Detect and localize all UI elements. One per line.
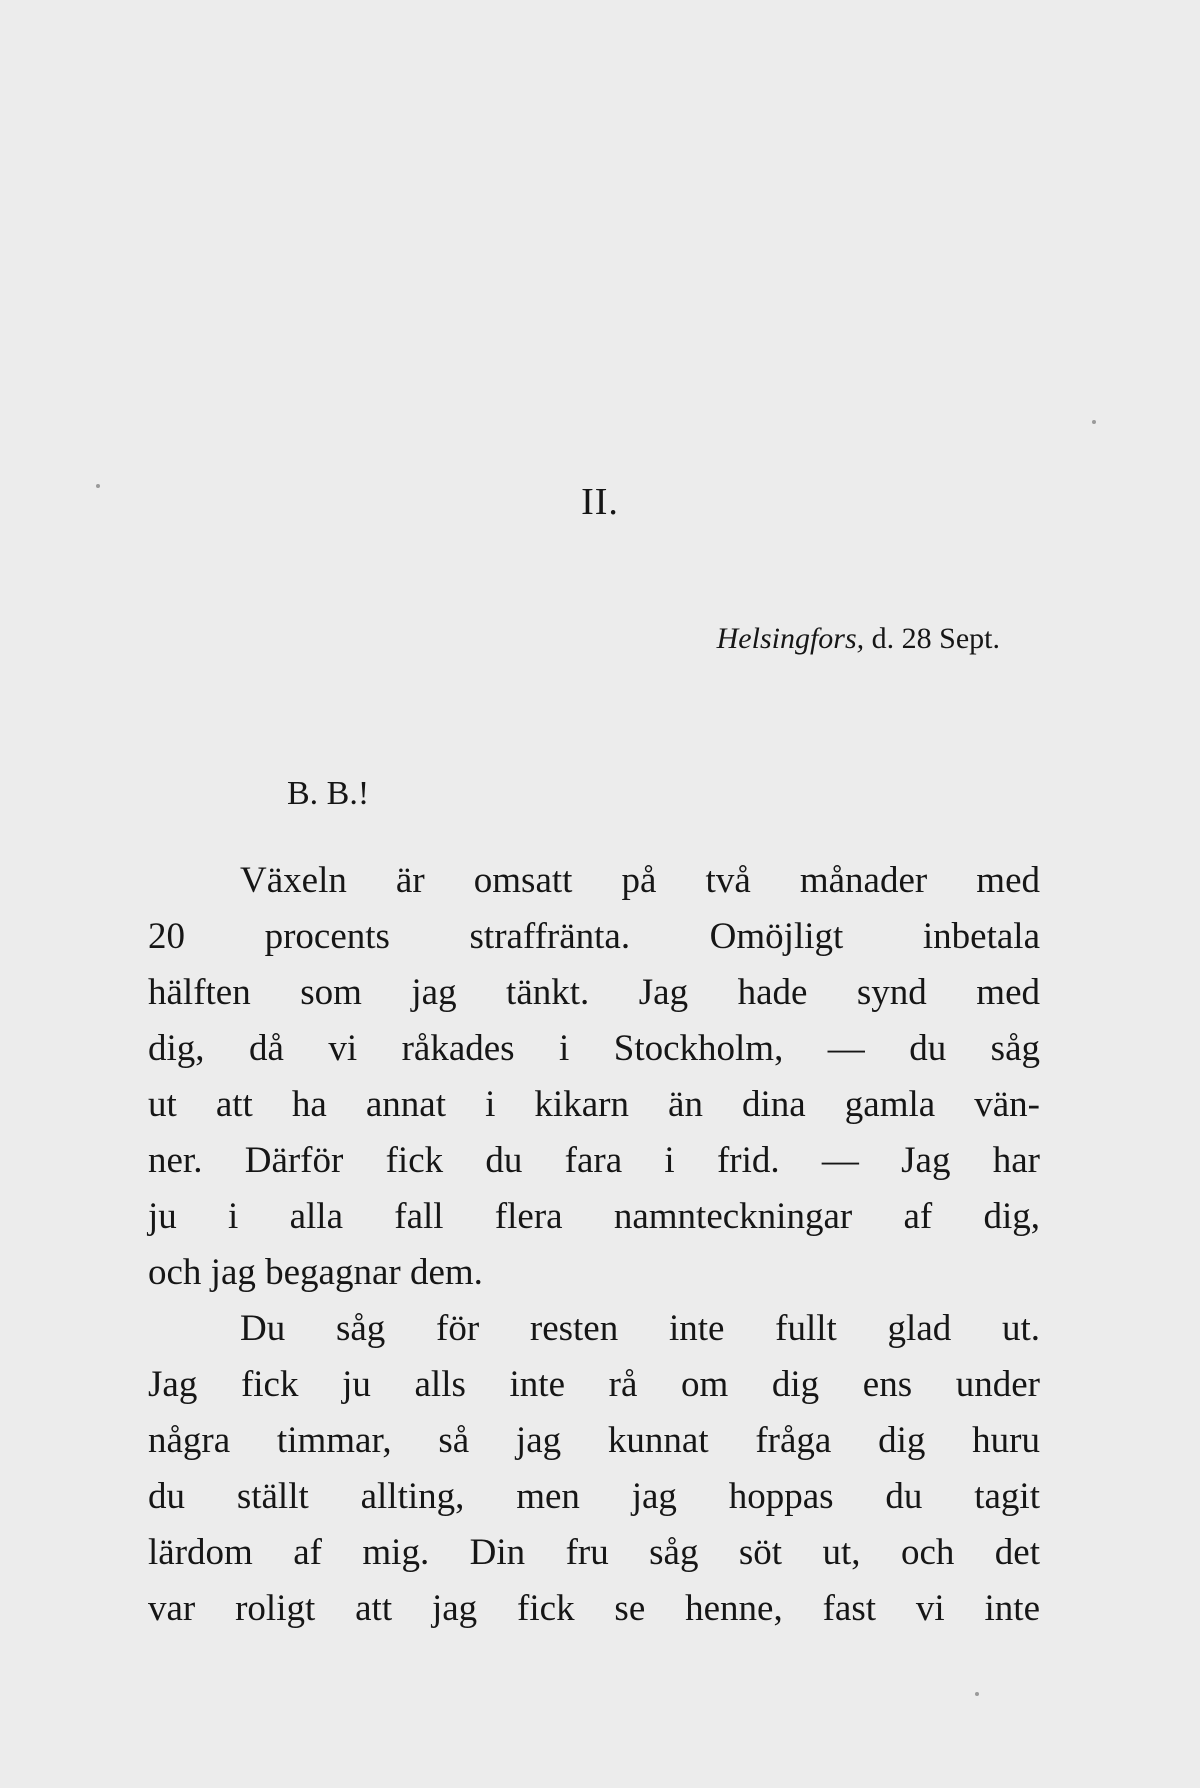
text-line: var roligt att jag fick se henne, fast vi inte	[148, 1588, 1040, 1629]
text-line: dig, då vi råkades i Stockholm, — du såg	[148, 1028, 1040, 1069]
text-line: Du såg för resten inte fullt glad ut.	[240, 1308, 1040, 1349]
text-line: 20 procents straffränta. Omöjligt inbetala	[148, 916, 1040, 957]
scan-speck	[975, 1692, 979, 1696]
text-line: och jag begagnar dem.	[148, 1252, 483, 1293]
dateline-place: Helsingfors,	[716, 622, 865, 655]
text-line: några timmar, så jag kunnat fråga dig huru	[148, 1420, 1040, 1461]
salutation: B. B.!	[287, 775, 370, 812]
chapter-heading: II.	[581, 481, 619, 523]
text-line: ner. Därför fick du fara i frid. — Jag har	[148, 1140, 1040, 1181]
text-line: du ställt allting, men jag hoppas du tagit	[148, 1476, 1040, 1517]
text-line: ju i alla fall flera namnteckningar af dig,	[148, 1196, 1040, 1237]
dateline	[717, 622, 1000, 656]
text-line: lärdom af mig. Din fru såg söt ut, och det	[148, 1532, 1040, 1573]
letter-body	[148, 853, 1040, 1637]
dateline-date: d. 28 Sept.	[871, 622, 1000, 655]
text-line: hälften som jag tänkt. Jag hade synd med	[148, 972, 1040, 1013]
scan-speck	[1092, 420, 1096, 424]
text-line: ut att ha annat i kikarn än dina gamla vän-	[148, 1084, 1040, 1125]
text-line: Växeln är omsatt på två månader med	[240, 860, 1040, 901]
text-line: Jag fick ju alls inte rå om dig ens under	[148, 1364, 1040, 1405]
scan-speck	[96, 484, 100, 488]
